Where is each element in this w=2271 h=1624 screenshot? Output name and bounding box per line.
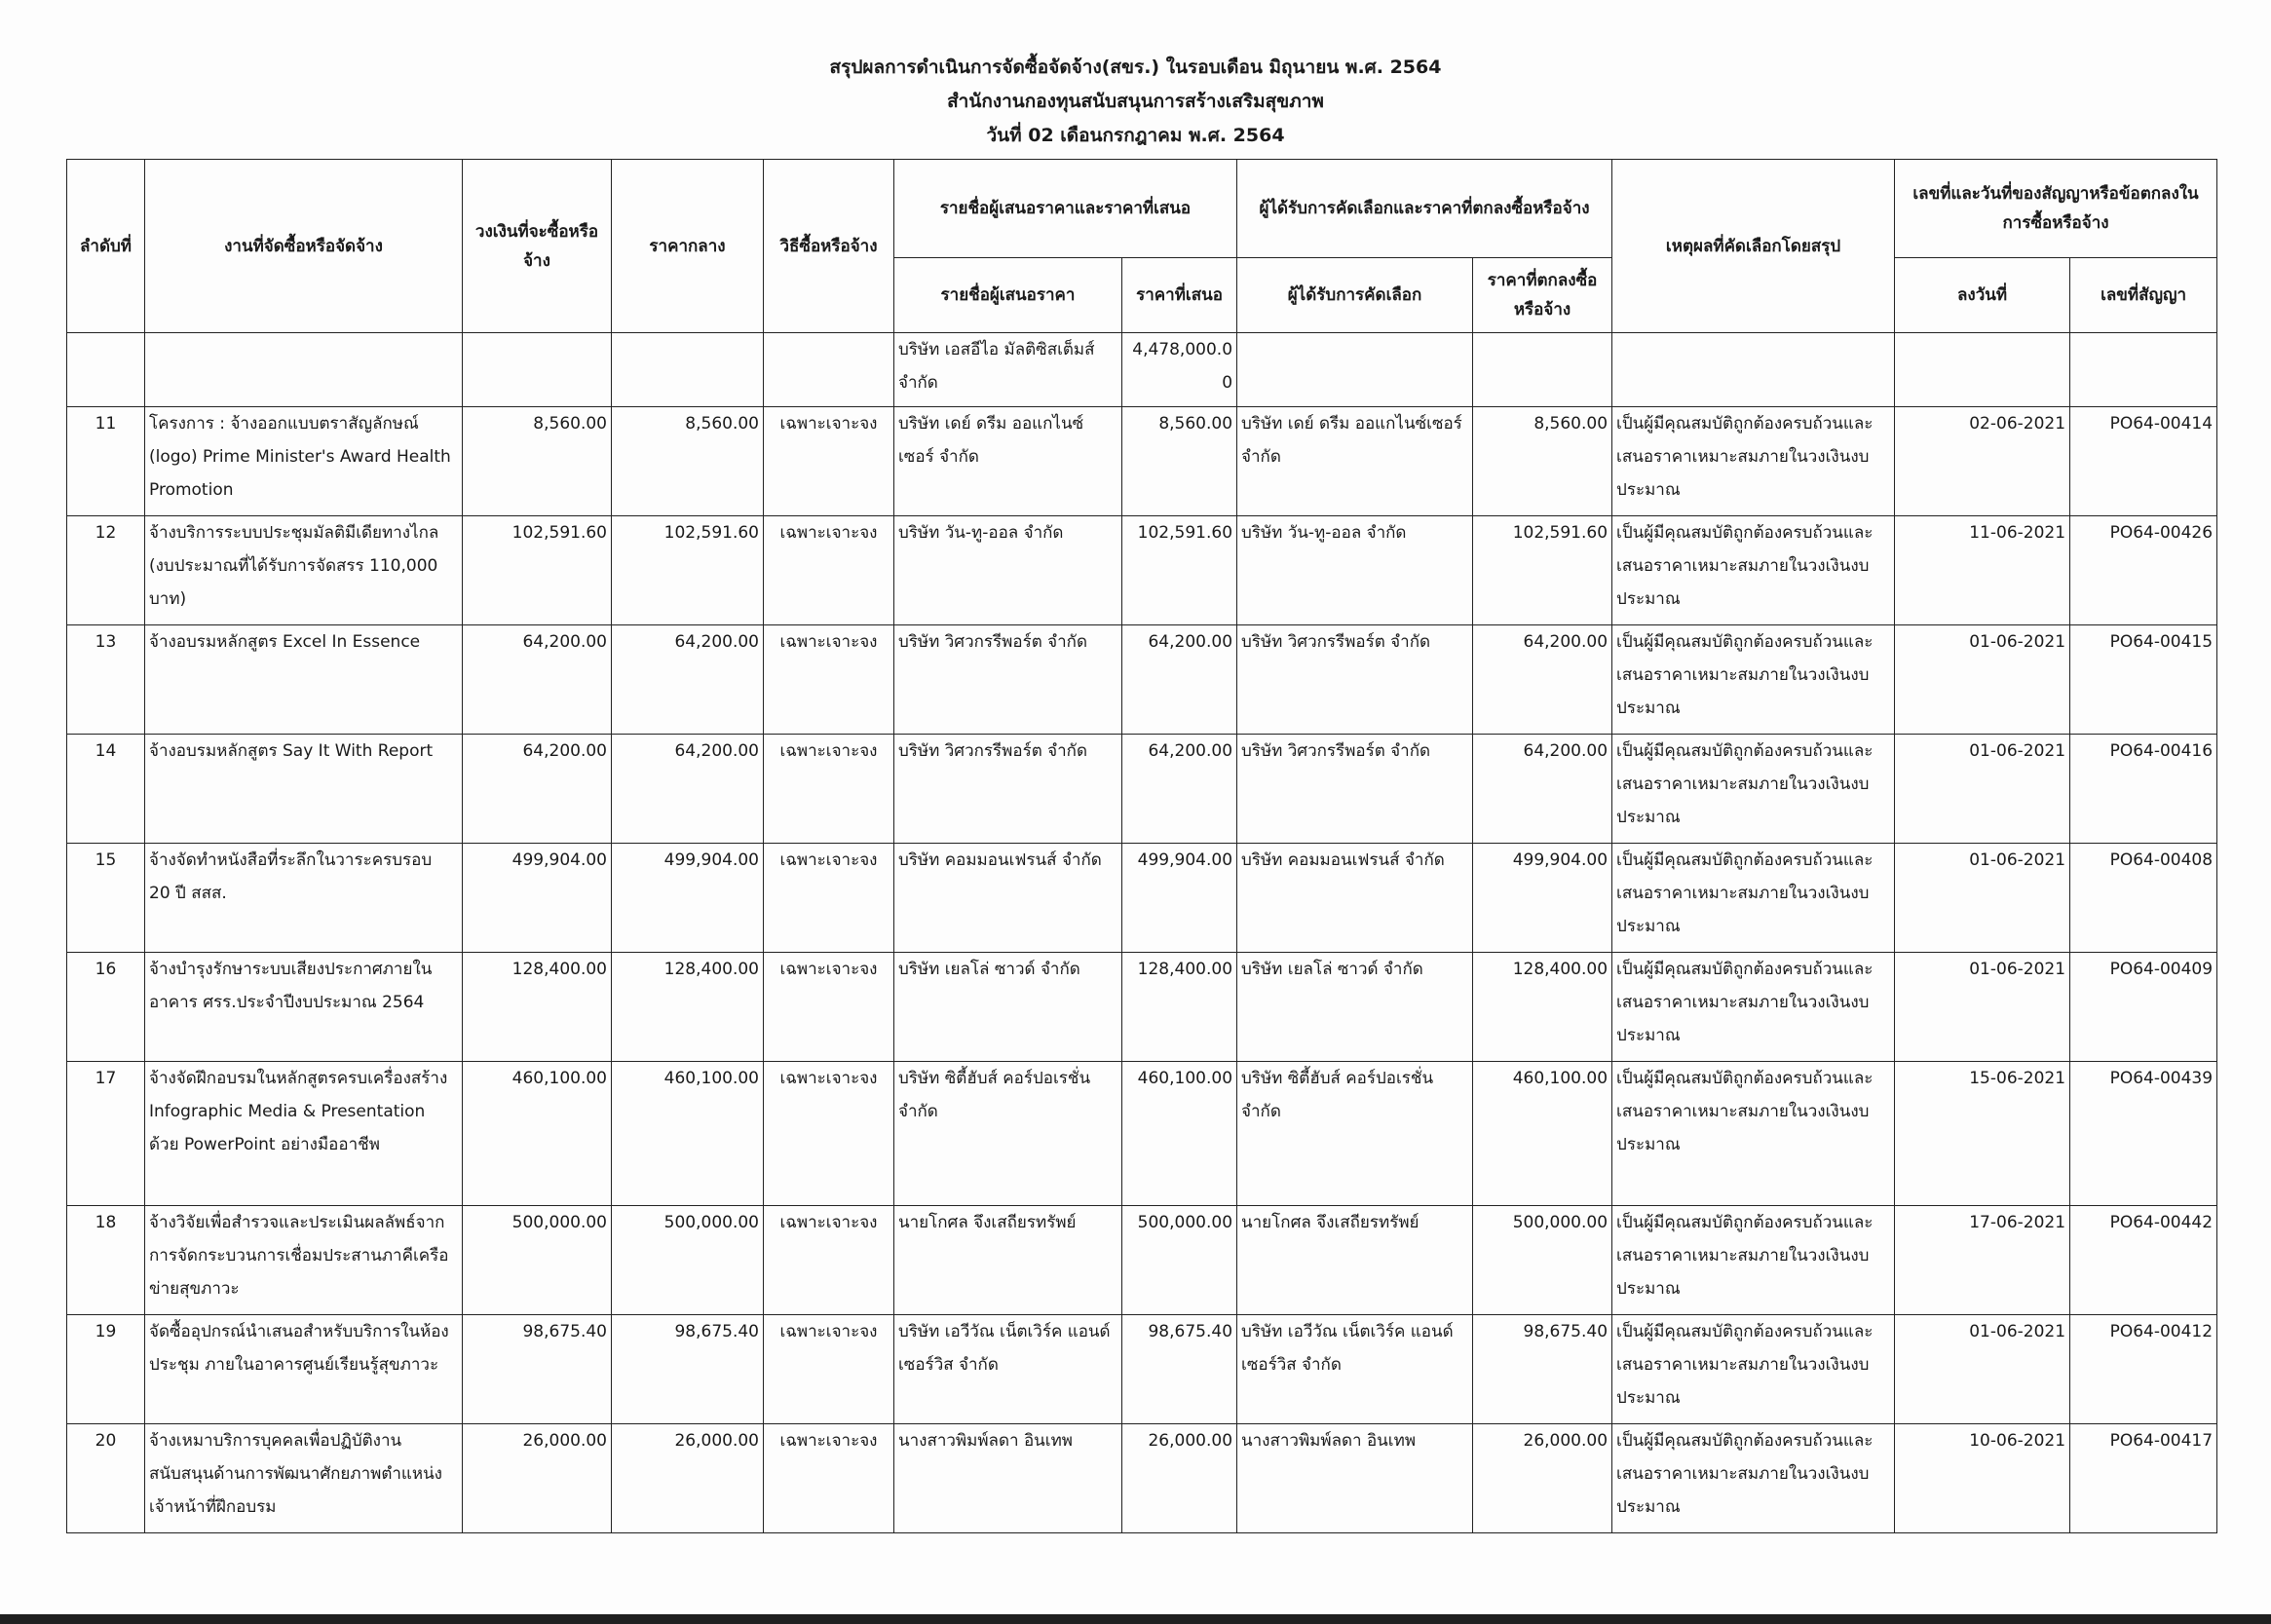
table-row — [67, 407, 2217, 516]
col-header-bid-price: ราคาที่เสนอ — [1122, 258, 1237, 333]
cell-selected-name: บริษัท เยลโล่ ซาวด์ จำกัด — [1237, 953, 1473, 1062]
cell-contract-no: PO64-00414 — [2070, 407, 2217, 516]
report-title: สรุปผลการดำเนินการจัดซื้อจัดจ้าง(สขร.) ในรอบเดือน มิถุนายน พ.ศ. 2564 — [829, 57, 1442, 78]
cell-empty — [764, 333, 894, 407]
cell-selected-name: นายโกศล จึงเสถียรทรัพย์ — [1237, 1206, 1473, 1315]
col-header-method: วิธีซื้อหรือจ้าง — [764, 160, 894, 333]
cell-median: 499,904.00 — [612, 844, 764, 953]
cell-no: 20 — [67, 1424, 145, 1533]
cell-date: 17-06-2021 — [1895, 1206, 2070, 1315]
cell-agreed-price: 500,000.00 — [1473, 1206, 1612, 1315]
cell-date: 02-06-2021 — [1895, 407, 2070, 516]
cell-bidder-name: บริษัท คอมมอนเฟรนส์ จำกัด — [894, 844, 1122, 953]
cell-reason: เป็นผู้มีคุณสมบัติถูกต้องครบถ้วนและเสนอราคาเหมาะสมภายในวงเงินงบประมาณ — [1612, 625, 1895, 735]
cell-date: 01-06-2021 — [1895, 844, 2070, 953]
cell-median: 8,560.00 — [612, 407, 764, 516]
cell-item: จ้างเหมาบริการบุคคลเพื่อปฏิบัติงานสนับสนุนด้านการพัฒนาศักยภาพตำแหน่งเจ้าหน้าที่ฝึกอบรม — [145, 1424, 463, 1533]
cell-no: 11 — [67, 407, 145, 516]
col-header-contract-no: เลขที่สัญญา — [2070, 258, 2217, 333]
col-header-selected-name: ผู้ได้รับการคัดเลือก — [1237, 258, 1473, 333]
cell-method: เฉพาะเจาะจง — [764, 407, 894, 516]
cell-median: 460,100.00 — [612, 1062, 764, 1206]
cell-empty — [2070, 333, 2217, 407]
cell-agreed-price: 26,000.00 — [1473, 1424, 1612, 1533]
cell-method: เฉพาะเจาะจง — [764, 1424, 894, 1533]
cell-method: เฉพาะเจาะจง — [764, 1315, 894, 1424]
table-row — [67, 1062, 2217, 1206]
cell-selected-name: บริษัท คอมมอนเฟรนส์ จำกัด — [1237, 844, 1473, 953]
cell-selected-name: บริษัท เอวีวัณ เน็ตเวิร์ค แอนด์ เซอร์วิส จำกัด — [1237, 1315, 1473, 1424]
cell-item: จ้างอบรมหลักสูตร Say It With Report — [145, 735, 463, 844]
cell-reason: เป็นผู้มีคุณสมบัติถูกต้องครบถ้วนและเสนอราคาเหมาะสมภายในวงเงินงบประมาณ — [1612, 1424, 1895, 1533]
cell-no: 13 — [67, 625, 145, 735]
cell-method: เฉพาะเจาะจง — [764, 735, 894, 844]
report-date: วันที่ 02 เดือนกรกฎาคม พ.ศ. 2564 — [986, 125, 1285, 146]
procurement-table — [66, 159, 2217, 1533]
col-header-date: ลงวันที่ — [1895, 258, 2070, 333]
cell-empty — [1612, 333, 1895, 407]
cell-no: 19 — [67, 1315, 145, 1424]
col-header-no: ลำดับที่ — [67, 160, 145, 333]
cell-bidder-name: บริษัท วัน-ทู-ออล จำกัด — [894, 516, 1122, 625]
cell-item: จ้างบริการระบบประชุมมัลติมีเดียทางไกล (งบประมาณที่ได้รับการจัดสรร 110,000 บาท) — [145, 516, 463, 625]
col-header-agreed-price: ราคาที่ตกลงซื้อหรือจ้าง — [1473, 258, 1612, 333]
cell-agreed-price: 499,904.00 — [1473, 844, 1612, 953]
cell-item: จัดซื้ออุปกรณ์นำเสนอสำหรับบริการในห้องประชุม ภายในอาคารศูนย์เรียนรู้สุขภาวะ — [145, 1315, 463, 1424]
cell-no: 18 — [67, 1206, 145, 1315]
cell-contract-no: PO64-00426 — [2070, 516, 2217, 625]
cell-bidder-name: บริษัท เดย์ ดรีม ออแกไนซ์เซอร์ จำกัด — [894, 407, 1122, 516]
col-header-bidder-name: รายชื่อผู้เสนอราคา — [894, 258, 1122, 333]
cell-budget: 500,000.00 — [463, 1206, 612, 1315]
col-header-bidders-group: รายชื่อผู้เสนอราคาและราคาที่เสนอ — [894, 160, 1237, 258]
cell-item: จ้างจัดทำหนังสือที่ระลึกในวาระครบรอบ 20 ปี สสส. — [145, 844, 463, 953]
cell-bid-price: 460,100.00 — [1122, 1062, 1237, 1206]
cell-agreed-price: 8,560.00 — [1473, 407, 1612, 516]
cell-reason: เป็นผู้มีคุณสมบัติถูกต้องครบถ้วนและเสนอราคาเหมาะสมภายในวงเงินงบประมาณ — [1612, 1315, 1895, 1424]
cell-agreed-price: 64,200.00 — [1473, 625, 1612, 735]
col-header-median: ราคากลาง — [612, 160, 764, 333]
cell-budget: 499,904.00 — [463, 844, 612, 953]
cell-bid-price: 64,200.00 — [1122, 625, 1237, 735]
cell-contract-no: PO64-00439 — [2070, 1062, 2217, 1206]
cell-contract-no: PO64-00409 — [2070, 953, 2217, 1062]
cell-agreed-price: 98,675.40 — [1473, 1315, 1612, 1424]
cell-median: 102,591.60 — [612, 516, 764, 625]
table-row — [67, 1315, 2217, 1424]
cell-reason: เป็นผู้มีคุณสมบัติถูกต้องครบถ้วนและเสนอราคาเหมาะสมภายในวงเงินงบประมาณ — [1612, 844, 1895, 953]
cell-selected-name: บริษัท วิศวกรรีพอร์ต จำกัด — [1237, 735, 1473, 844]
table-row-continuation — [67, 333, 2217, 407]
table-row — [67, 735, 2217, 844]
cell-date: 01-06-2021 — [1895, 953, 2070, 1062]
cell-contract-no: PO64-00408 — [2070, 844, 2217, 953]
cell-bid-price: 500,000.00 — [1122, 1206, 1237, 1315]
agency-name: สำนักงานกองทุนสนับสนุนการสร้างเสริมสุขภาพ — [947, 91, 1324, 112]
table-row — [67, 1206, 2217, 1315]
cell-agreed-price: 128,400.00 — [1473, 953, 1612, 1062]
cell-date: 01-06-2021 — [1895, 1315, 2070, 1424]
cell-bidder-name: บริษัท วิศวกรรีพอร์ต จำกัด — [894, 625, 1122, 735]
cell-contract-no: PO64-00415 — [2070, 625, 2217, 735]
cell-median: 64,200.00 — [612, 625, 764, 735]
cell-bidder-name: บริษัท เยลโล่ ซาวด์ จำกัด — [894, 953, 1122, 1062]
cell-empty — [1895, 333, 2070, 407]
cell-selected-name: บริษัท วัน-ทู-ออล จำกัด — [1237, 516, 1473, 625]
col-header-budget: วงเงินที่จะซื้อหรือจ้าง — [463, 160, 612, 333]
cell-budget: 460,100.00 — [463, 1062, 612, 1206]
cell-median: 500,000.00 — [612, 1206, 764, 1315]
table-header — [67, 160, 2217, 333]
cell-selected-name: นางสาวพิมพ์ลดา อินเทพ — [1237, 1424, 1473, 1533]
cell-budget: 128,400.00 — [463, 953, 612, 1062]
cell-empty — [1237, 333, 1473, 407]
col-header-reason: เหตุผลที่คัดเลือกโดยสรุป — [1612, 160, 1895, 333]
cell-bidder-name: นางสาวพิมพ์ลดา อินเทพ — [894, 1424, 1122, 1533]
cell-bid-price: 102,591.60 — [1122, 516, 1237, 625]
cell-bid-price: 64,200.00 — [1122, 735, 1237, 844]
table-row — [67, 953, 2217, 1062]
cell-bid-price: 26,000.00 — [1122, 1424, 1237, 1533]
table-row — [67, 1424, 2217, 1533]
cell-budget: 64,200.00 — [463, 625, 612, 735]
cell-empty — [145, 333, 463, 407]
cell-item: จ้างอบรมหลักสูตร Excel In Essence — [145, 625, 463, 735]
cell-date: 15-06-2021 — [1895, 1062, 2070, 1206]
cell-bid-price: 4,478,000.00 — [1122, 333, 1237, 407]
cell-reason: เป็นผู้มีคุณสมบัติถูกต้องครบถ้วนและเสนอราคาเหมาะสมภายในวงเงินงบประมาณ — [1612, 407, 1895, 516]
cell-bid-price: 128,400.00 — [1122, 953, 1237, 1062]
cell-reason: เป็นผู้มีคุณสมบัติถูกต้องครบถ้วนและเสนอราคาเหมาะสมภายในวงเงินงบประมาณ — [1612, 516, 1895, 625]
cell-method: เฉพาะเจาะจง — [764, 516, 894, 625]
cell-reason: เป็นผู้มีคุณสมบัติถูกต้องครบถ้วนและเสนอราคาเหมาะสมภายในวงเงินงบประมาณ — [1612, 953, 1895, 1062]
cell-no: 17 — [67, 1062, 145, 1206]
cell-method: เฉพาะเจาะจง — [764, 953, 894, 1062]
cell-empty — [463, 333, 612, 407]
cell-bid-price: 8,560.00 — [1122, 407, 1237, 516]
cell-empty — [612, 333, 764, 407]
cell-bidder-name: บริษัท วิศวกรรีพอร์ต จำกัด — [894, 735, 1122, 844]
col-header-item: งานที่จัดซื้อหรือจัดจ้าง — [145, 160, 463, 333]
cell-bidder-name: นายโกศล จึงเสถียรทรัพย์ — [894, 1206, 1122, 1315]
cell-selected-name: บริษัท วิศวกรรีพอร์ต จำกัด — [1237, 625, 1473, 735]
cell-bidder-name: บริษัท เอวีวัณ เน็ตเวิร์ค แอนด์ เซอร์วิส จำกัด — [894, 1315, 1122, 1424]
col-header-contract-group: เลขที่และวันที่ของสัญญาหรือข้อตกลงในการซื้อหรือจ้าง — [1895, 160, 2217, 258]
cell-no: 12 — [67, 516, 145, 625]
cell-item: จ้างบำรุงรักษาระบบเสียงประกาศภายในอาคาร ศรร.ประจำปีงบประมาณ 2564 — [145, 953, 463, 1062]
table-row — [67, 844, 2217, 953]
cell-budget: 98,675.40 — [463, 1315, 612, 1424]
cell-method: เฉพาะเจาะจง — [764, 625, 894, 735]
col-header-selected-group: ผู้ได้รับการคัดเลือกและราคาที่ตกลงซื้อหรือจ้าง — [1237, 160, 1612, 258]
cell-item: จ้างวิจัยเพื่อสำรวจและประเมินผลลัพธ์จากการจัดกระบวนการเชื่อมประสานภาคีเครือข่ายสุขภาวะ — [145, 1206, 463, 1315]
cell-selected-name: บริษัท เดย์ ดรีม ออแกไนซ์เซอร์ จำกัด — [1237, 407, 1473, 516]
document-header — [0, 51, 2271, 153]
cell-median: 26,000.00 — [612, 1424, 764, 1533]
cell-agreed-price: 460,100.00 — [1473, 1062, 1612, 1206]
cell-contract-no: PO64-00417 — [2070, 1424, 2217, 1533]
cell-agreed-price: 64,200.00 — [1473, 735, 1612, 844]
cell-contract-no: PO64-00442 — [2070, 1206, 2217, 1315]
cell-selected-name: บริษัท ซิตี้ฮับส์ คอร์ปอเรชั่น จำกัด — [1237, 1062, 1473, 1206]
cell-budget: 26,000.00 — [463, 1424, 612, 1533]
cell-reason: เป็นผู้มีคุณสมบัติถูกต้องครบถ้วนและเสนอราคาเหมาะสมภายในวงเงินงบประมาณ — [1612, 735, 1895, 844]
table-body — [67, 333, 2217, 1533]
cell-empty — [1473, 333, 1612, 407]
table-row — [67, 516, 2217, 625]
cell-date: 11-06-2021 — [1895, 516, 2070, 625]
cell-budget: 102,591.60 — [463, 516, 612, 625]
cell-date: 10-06-2021 — [1895, 1424, 2070, 1533]
cell-item: โครงการ : จ้างออกแบบตราสัญลักษณ์ (logo) Prime Minister's Award Health Promotion — [145, 407, 463, 516]
cell-date: 01-06-2021 — [1895, 735, 2070, 844]
cell-no: 15 — [67, 844, 145, 953]
cell-reason: เป็นผู้มีคุณสมบัติถูกต้องครบถ้วนและเสนอราคาเหมาะสมภายในวงเงินงบประมาณ — [1612, 1206, 1895, 1315]
cell-contract-no: PO64-00416 — [2070, 735, 2217, 844]
cell-bidder-name: บริษัท เอสอีไอ มัลติซิสเต็มส์ จำกัด — [894, 333, 1122, 407]
cell-bid-price: 499,904.00 — [1122, 844, 1237, 953]
cell-no: 16 — [67, 953, 145, 1062]
cell-median: 64,200.00 — [612, 735, 764, 844]
cell-method: เฉพาะเจาะจง — [764, 1062, 894, 1206]
cell-agreed-price: 102,591.60 — [1473, 516, 1612, 625]
cell-bid-price: 98,675.40 — [1122, 1315, 1237, 1424]
cell-bidder-name: บริษัท ซิตี้ฮับส์ คอร์ปอเรชั่น จำกัด — [894, 1062, 1122, 1206]
scan-edge-bar — [0, 1614, 2271, 1624]
cell-no: 14 — [67, 735, 145, 844]
cell-method: เฉพาะเจาะจง — [764, 1206, 894, 1315]
cell-contract-no: PO64-00412 — [2070, 1315, 2217, 1424]
cell-median: 128,400.00 — [612, 953, 764, 1062]
table-row — [67, 625, 2217, 735]
cell-date: 01-06-2021 — [1895, 625, 2070, 735]
cell-budget: 8,560.00 — [463, 407, 612, 516]
cell-item: จ้างจัดฝึกอบรมในหลักสูตรครบเครื่องสร้าง Infographic Media & Presentation ด้วย PowerPoint อย่างมืออาชีพ — [145, 1062, 463, 1206]
cell-budget: 64,200.00 — [463, 735, 612, 844]
cell-median: 98,675.40 — [612, 1315, 764, 1424]
cell-method: เฉพาะเจาะจง — [764, 844, 894, 953]
cell-reason: เป็นผู้มีคุณสมบัติถูกต้องครบถ้วนและเสนอราคาเหมาะสมภายในวงเงินงบประมาณ — [1612, 1062, 1895, 1206]
cell-empty — [67, 333, 145, 407]
